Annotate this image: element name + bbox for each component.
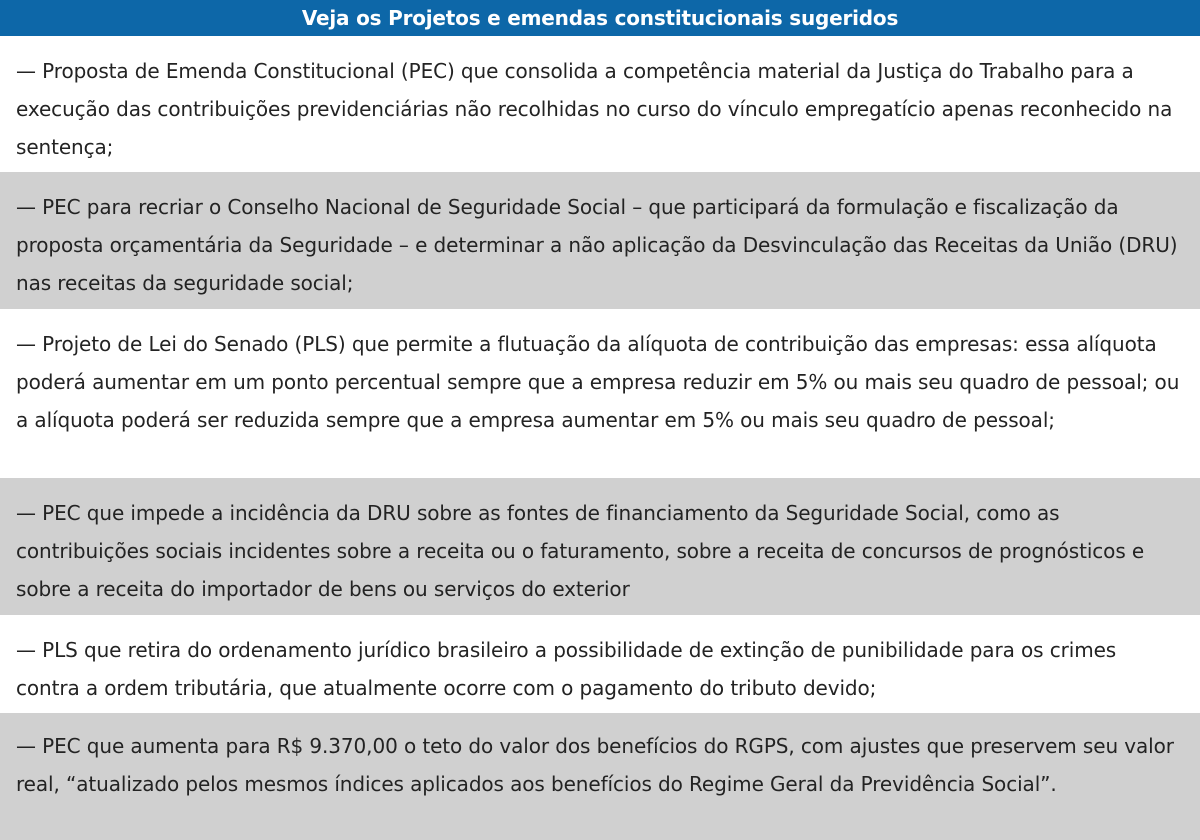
list-item: — Projeto de Lei do Senado (PLS) que permite a flutuação da alíquota de contribuição das empresas: essa alíquota poderá aumentar em um ponto percentual sempre que a empresa reduzir em 5% ou mais seu quadro de pessoal; ou a alíquota poderá ser reduzida sempre que a empresa aumentar em 5% ou mais seu quadro de pessoal;	[0, 309, 1200, 478]
list-item: — PEC que impede a incidência da DRU sobre as fontes de financiamento da Seguridade Social, como as contribuições sociais incidentes sobre a receita ou o faturamento, sobre a receita de concursos de prognósticos e sobre a receita do importador de bens ou serviços do exterior	[0, 478, 1200, 615]
proposals-list	[0, 36, 1200, 840]
list-item: — PEC para recriar o Conselho Nacional de Seguridade Social – que participará da formulação e fiscalização da proposta orçamentária da Seguridade – e determinar a não aplicação da Desvinculação das Receitas da União (DRU) nas receitas da seguridade social;	[0, 172, 1200, 309]
list-item: — Proposta de Emenda Constitucional (PEC) que consolida a competência material da Justiça do Trabalho para a execução das contribuições previdenciárias não recolhidas no curso do vínculo empregatício apenas reconhecido na sentença;	[0, 36, 1200, 172]
list-item: — PEC que aumenta para R$ 9.370,00 o teto do valor dos benefícios do RGPS, com ajustes que preservem seu valor real, “atualizado pelos mesmos índices aplicados aos benefícios do Regime Geral da Previdência Social”.	[0, 713, 1200, 840]
table-header: Veja os Projetos e emendas constitucionais sugeridos	[0, 0, 1200, 36]
list-item: — PLS que retira do ordenamento jurídico brasileiro a possibilidade de extinção de punibilidade para os crimes contra a ordem tributária, que atualmente ocorre com o pagamento do tributo devido;	[0, 615, 1200, 713]
